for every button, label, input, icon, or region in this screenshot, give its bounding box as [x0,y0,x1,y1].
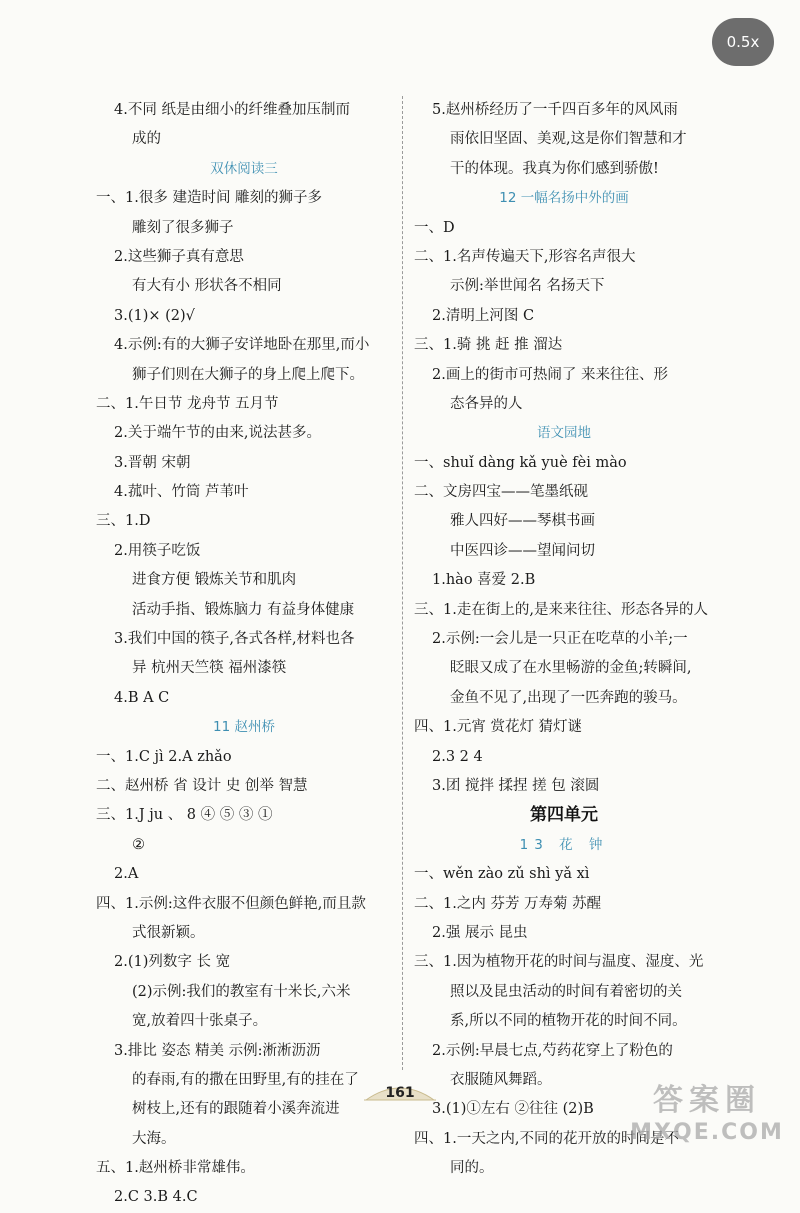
answer-column-right [414,96,714,1183]
answer-line: 2.示例:早晨七点,芍药花穿上了粉色的 [432,1042,673,1059]
watermark [618,1082,796,1152]
answer-line: 示例:举世闻名 名扬天下 [450,278,605,295]
answer-line: 4.不同 纸是由细小的纤维叠加压制而 [114,102,350,118]
answer-line: 三、1.骑 挑 赶 推 溜达 [414,337,563,354]
answer-line: 4.示例:有的大狮子安详地卧在那里,而小 [114,337,370,354]
answer-line: 3.晋朝 宋朝 [114,454,191,471]
section-heading: 12 一幅名扬中外的画 [499,190,629,207]
column-divider [402,96,403,1070]
answer-line: ② [132,836,145,853]
answer-line: 一、wěn zào zǔ shì yǎ xì [414,866,590,883]
answer-line: 活动手指、锻炼脑力 有益身体健康 [132,601,355,618]
answer-line: 2.示例:一会儿是一只正在吃草的小羊;一 [432,631,688,648]
answer-line: 狮子们则在大狮子的身上爬上爬下。 [132,366,364,383]
answer-line: 4.B A C [114,689,170,706]
answer-line: 成的 [132,131,161,148]
answer-line: 2.3 2 4 [432,748,483,765]
answer-line: 三、1.J ju 、 8 ④ ⑤ ③ ① [96,807,273,824]
answer-line: 态各异的人 [450,395,523,412]
answer-line: 一、1.C jì 2.A zhǎo [96,748,232,765]
answer-line: 三、1.D [96,513,151,530]
answer-line: 有大有小 形状各不相同 [132,278,282,295]
answer-line: 系,所以不同的植物开花的时间不同。 [450,1013,687,1030]
answer-line: 二、1.之内 芬芳 万寿菊 苏醒 [414,895,602,912]
answer-line: 2.(1)列数字 长 宽 [114,954,231,971]
answer-line: 金鱼不见了,出现了一匹奔跑的骏马。 [450,689,687,706]
answer-line: 一、D [414,219,455,236]
answer-line: 四、1.示例:这件衣服不但颜色鲜艳,而且款 [96,895,366,912]
answer-line: 四、1.一天之内,不同的花开放的时间是不 [414,1130,679,1147]
answer-line: 二、1.名声传遍天下,形容名声很大 [414,248,636,265]
answer-line: 雕刻了很多狮子 [132,219,234,236]
watermark-logo: 答案圈 [653,1083,761,1118]
answer-line: 2.C 3.B 4.C [114,1189,198,1206]
answer-line: 五、1.赵州桥非常雄伟。 [96,1160,255,1177]
answer-line: 眨眼又成了在水里畅游的金鱼;转瞬间, [450,660,692,677]
answer-line: 四、1.元宵 赏花灯 猜灯谜 [414,719,583,736]
answer-line: 中医四诊——望闻问切 [450,542,595,559]
answer-line: 衣服随风舞蹈。 [450,1071,552,1088]
answer-line: 二、文房四宝——笔墨纸砚 [414,484,588,501]
answer-line: 照以及昆虫活动的时间有着密切的关 [450,983,682,1000]
answer-line: 4.菰叶、竹筒 芦苇叶 [114,484,249,501]
section-heading: 语文园地 [537,425,591,442]
answer-line: 2.这些狮子真有意思 [114,248,244,265]
answer-line: 三、1.因为植物开花的时间与温度、湿度、光 [414,954,704,971]
answer-line: 雨依旧坚固、美观,这是你们智慧和才 [450,131,687,148]
answer-line: 5.赵州桥经历了一千四百多年的风风雨 [432,102,678,118]
answer-line: 干的体现。我真为你们感到骄傲! [450,160,659,177]
answer-line: 2.A [114,866,139,883]
answer-line: 3.团 搅拌 揉捏 搓 包 滚圆 [432,777,600,794]
answer-line: 2.清明上河图 C [432,307,535,324]
section-heading: 11 赵州桥 [213,719,275,736]
page-number-badge [362,1078,438,1108]
answer-line: 2.强 展示 昆虫 [432,924,528,941]
answer-line: 宽,放着四十张桌子。 [132,1013,268,1030]
answer-line: 进食方便 锻炼关节和肌肉 [132,572,297,589]
watermark-domain: MXQE.COM [630,1120,784,1145]
answer-line: (2)示例:我们的教室有十米长,六米 [132,983,351,1000]
answer-line: 3.我们中国的筷子,各式各样,材料也各 [114,631,355,648]
lesson-heading: 13 花 钟 [519,836,609,853]
answer-line: 3.(1)× (2)√ [114,307,195,324]
answer-line: 的春雨,有的撒在田野里,有的挂在了 [132,1071,359,1088]
answer-line: 树枝上,还有的跟随着小溪奔流进 [132,1101,340,1118]
answer-line: 2.用筷子吃饭 [114,542,201,559]
answer-line: 二、1.午日节 龙舟节 五月节 [96,395,279,412]
answer-line: 一、1.很多 建造时间 雕刻的狮子多 [96,190,323,207]
answer-line: 2.画上的街市可热闹了 来来往往、形 [432,366,668,383]
unit-heading: 第四单元 [530,805,598,826]
answer-line: 二、赵州桥 省 设计 史 创举 智慧 [96,777,308,794]
answer-line: 同的。 [450,1160,494,1177]
page-number: 161 [385,1085,415,1101]
answer-line: 2.关于端午节的由来,说法甚多。 [114,425,321,442]
answer-line: 异 杭州天竺筷 福州漆筷 [132,660,287,677]
answer-line: 3.排比 姿态 精美 示例:淅淅沥沥 [114,1042,321,1059]
answer-line: 式很新颖。 [132,924,205,941]
answer-line: 1.hào 喜爱 2.B [432,572,536,589]
answer-line: 3.(1)①左右 ②往往 (2)B [432,1101,594,1118]
answer-line: 大海。 [132,1130,176,1147]
answer-line: 三、1.走在街上的,是来来往往、形态各异的人 [414,601,708,618]
answer-column-left [96,96,392,1213]
answer-line: 雅人四好——琴棋书画 [450,513,595,530]
section-heading: 双休阅读三 [210,160,278,177]
playback-speed-button[interactable]: 0.5x [712,18,774,66]
answer-line: 一、shuǐ dàng kǎ yuè fèi mào [414,454,627,471]
